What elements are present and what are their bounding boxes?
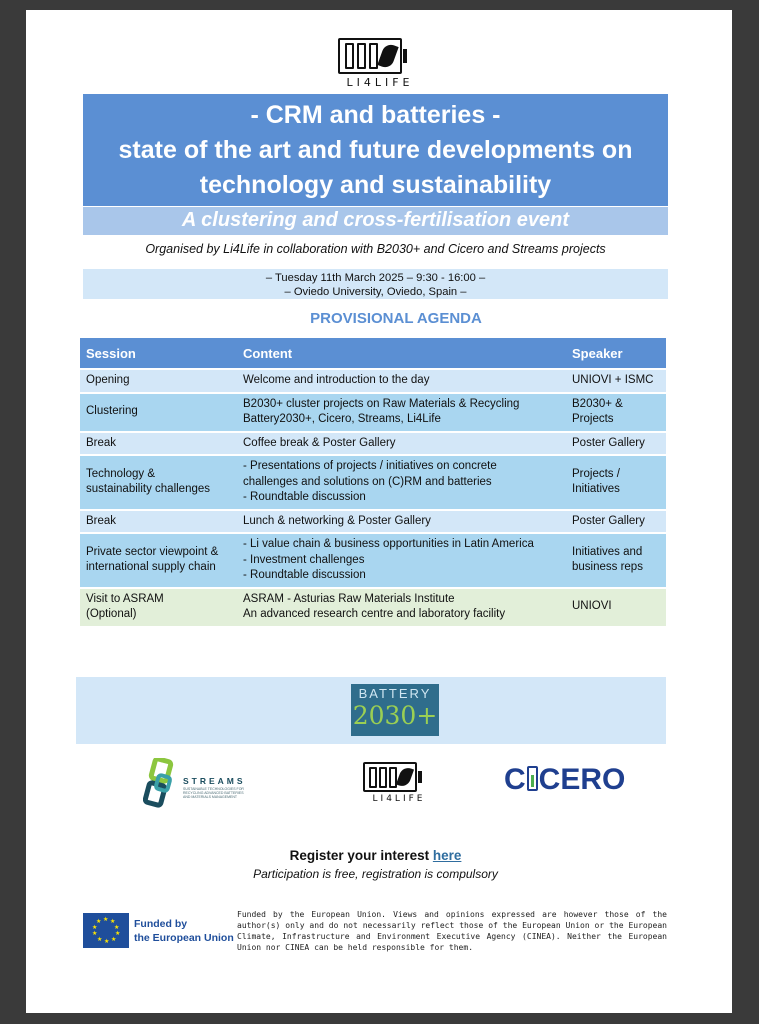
content-cell-line: ASRAM - Asturias Raw Materials Institute [243, 592, 455, 605]
content-cell-line: Battery2030+, Cicero, Streams, Li4Life [243, 413, 441, 425]
battery2030-number: 2030+ [352, 701, 438, 730]
speaker-cell-line: Initiatives [572, 483, 620, 496]
content-cell-line: B2030+ cluster projects on Raw Materials & Recycling [243, 397, 520, 410]
content-cell [237, 369, 566, 393]
date-location-box [83, 269, 668, 299]
streams-wordmark: STREAMS [183, 776, 246, 786]
session-cell-line: (Optional) [86, 608, 137, 620]
register-link[interactable]: here [432, 848, 462, 863]
title-line-3: technology and sustainability [199, 171, 552, 199]
organiser-line: Organised by Li4Life in collaboration with B2030+ and Cicero and Streams projects [145, 242, 606, 256]
battery-cell-icon [527, 766, 538, 791]
content-cell-line: challenges and solutions on (C)RM and batteries [243, 475, 492, 488]
speaker-cell [566, 533, 666, 588]
speaker-cell-line: Projects / [572, 467, 620, 480]
content-cell-line: - Roundtable discussion [243, 569, 366, 581]
agenda-row [80, 533, 666, 588]
streams-mark-icon [143, 758, 179, 808]
agenda-row [80, 510, 666, 534]
content-cell-line: Coffee break & Poster Gallery [243, 436, 396, 449]
speaker-cell-line: B2030+ & [572, 397, 623, 410]
cicero-letter-c: C [504, 763, 526, 796]
content-cell [237, 533, 566, 588]
session-cell [80, 533, 237, 588]
header-content: Content [237, 338, 566, 369]
session-cell-line: Technology & [86, 467, 156, 480]
content-cell [237, 455, 566, 510]
battery-icon [363, 762, 435, 792]
session-cell-line: Opening [86, 374, 130, 386]
content-cell-line: Welcome and introduction to the day [243, 374, 430, 386]
battery2030-logo [351, 684, 439, 736]
cicero-letters-c: C [538, 763, 561, 796]
session-cell [80, 588, 237, 627]
session-cell-line: Break [86, 436, 117, 449]
speaker-cell-line: UNIOVI [572, 600, 612, 613]
session-cell [80, 455, 237, 510]
header-speaker: Speaker [566, 338, 666, 369]
agenda-heading: PROVISIONAL AGENDA [310, 310, 482, 327]
content-cell-line: - Li value chain & business opportunities in Latin America [243, 538, 534, 550]
agenda-table [80, 338, 666, 628]
partner-band [76, 677, 666, 744]
battery-icon [338, 38, 422, 74]
eu-disclaimer: Funded by the European Union. Views and opinions expressed are however those of the author(s) only and do not necessarily reflect those of the European Union or the European Climate, Infrastructure and Environment Executive Agency (CINEA). Neither the European Union nor CINEA can be held responsible for them. [237, 910, 667, 952]
session-cell-line: sustainability challenges [86, 483, 211, 496]
title-line-1: - CRM and batteries - [250, 101, 501, 129]
session-cell-line: Visit to ASRAM [86, 592, 164, 605]
speaker-cell [566, 510, 666, 534]
content-cell-line: Lunch & networking & Poster Gallery [243, 514, 431, 527]
register-line [83, 848, 668, 863]
speaker-cell-line: business reps [572, 561, 643, 574]
agenda-row [80, 588, 666, 627]
agenda-body [80, 369, 666, 627]
li4life-logo-small [363, 762, 435, 807]
location-line: – Oviedo University, Oviedo, Spain – [284, 286, 467, 298]
flyer-page [26, 10, 732, 1013]
register-text: Register your interest [289, 848, 433, 863]
content-cell [237, 510, 566, 534]
session-cell [80, 369, 237, 393]
speaker-cell-line: Initiatives and [572, 545, 643, 558]
agenda-row [80, 432, 666, 456]
content-cell-line: - Roundtable discussion [243, 491, 366, 503]
eu-line-2: the European Union [134, 931, 234, 944]
leaf-icon [378, 42, 399, 69]
logo-wordmark-small: LI4LIFE [372, 794, 426, 804]
eu-line-1: Funded by [134, 918, 188, 930]
speaker-cell [566, 369, 666, 393]
agenda-row [80, 393, 666, 432]
speaker-cell-line: Projects [572, 413, 614, 425]
cicero-letters-ero: ERO [560, 763, 626, 796]
agenda-row [80, 369, 666, 393]
content-cell-line: - Investment challenges [243, 553, 365, 566]
battery2030-word: BATTERY [358, 686, 432, 701]
eu-funding-label [134, 918, 234, 945]
speaker-cell [566, 393, 666, 432]
speaker-cell-line: Poster Gallery [572, 514, 645, 527]
speaker-cell [566, 588, 666, 627]
date-line: – Tuesday 11th March 2025 – 9:30 - 16:00 – [265, 272, 486, 284]
session-cell-line: Private sector viewpoint & [86, 545, 219, 558]
session-cell [80, 432, 237, 456]
session-cell-line: Break [86, 514, 117, 527]
title-line-2: state of the art and future developments on [118, 136, 633, 164]
event-subtitle: A clustering and cross-fertilisation event [83, 207, 668, 235]
content-cell [237, 432, 566, 456]
session-cell [80, 510, 237, 534]
participation-note: Participation is free, registration is compulsory [253, 867, 498, 881]
speaker-cell-line: UNIOVI + ISMC [572, 374, 654, 386]
agenda-header-row [80, 338, 666, 369]
event-title [83, 94, 668, 206]
content-cell-line: - Presentations of projects / initiatives on concrete [243, 460, 497, 472]
streams-logo [139, 758, 249, 810]
speaker-cell [566, 432, 666, 456]
streams-tagline: SUSTAINABLE TECHNOLOGIES FOR RECYCLING ADVANCED BATTERIES AND MATERIALS MANAGEMENT [183, 787, 244, 799]
session-cell-line: Clustering [86, 405, 138, 418]
agenda-row [80, 455, 666, 510]
speaker-cell-line: Poster Gallery [572, 436, 645, 449]
speaker-cell [566, 455, 666, 510]
li4life-logo [338, 38, 422, 100]
cicero-logo [504, 763, 625, 797]
logo-wordmark: LI4LIFE [346, 76, 414, 89]
session-cell [80, 393, 237, 432]
header-session: Session [80, 338, 237, 369]
leaf-icon [396, 766, 414, 789]
content-cell [237, 393, 566, 432]
content-cell-line: An advanced research centre and laboratory facility [243, 608, 506, 620]
session-cell-line: international supply chain [86, 561, 216, 574]
content-cell [237, 588, 566, 627]
eu-flag-icon: ★ ★ ★ ★ ★ ★ ★ ★ ★ ★ [83, 913, 129, 948]
